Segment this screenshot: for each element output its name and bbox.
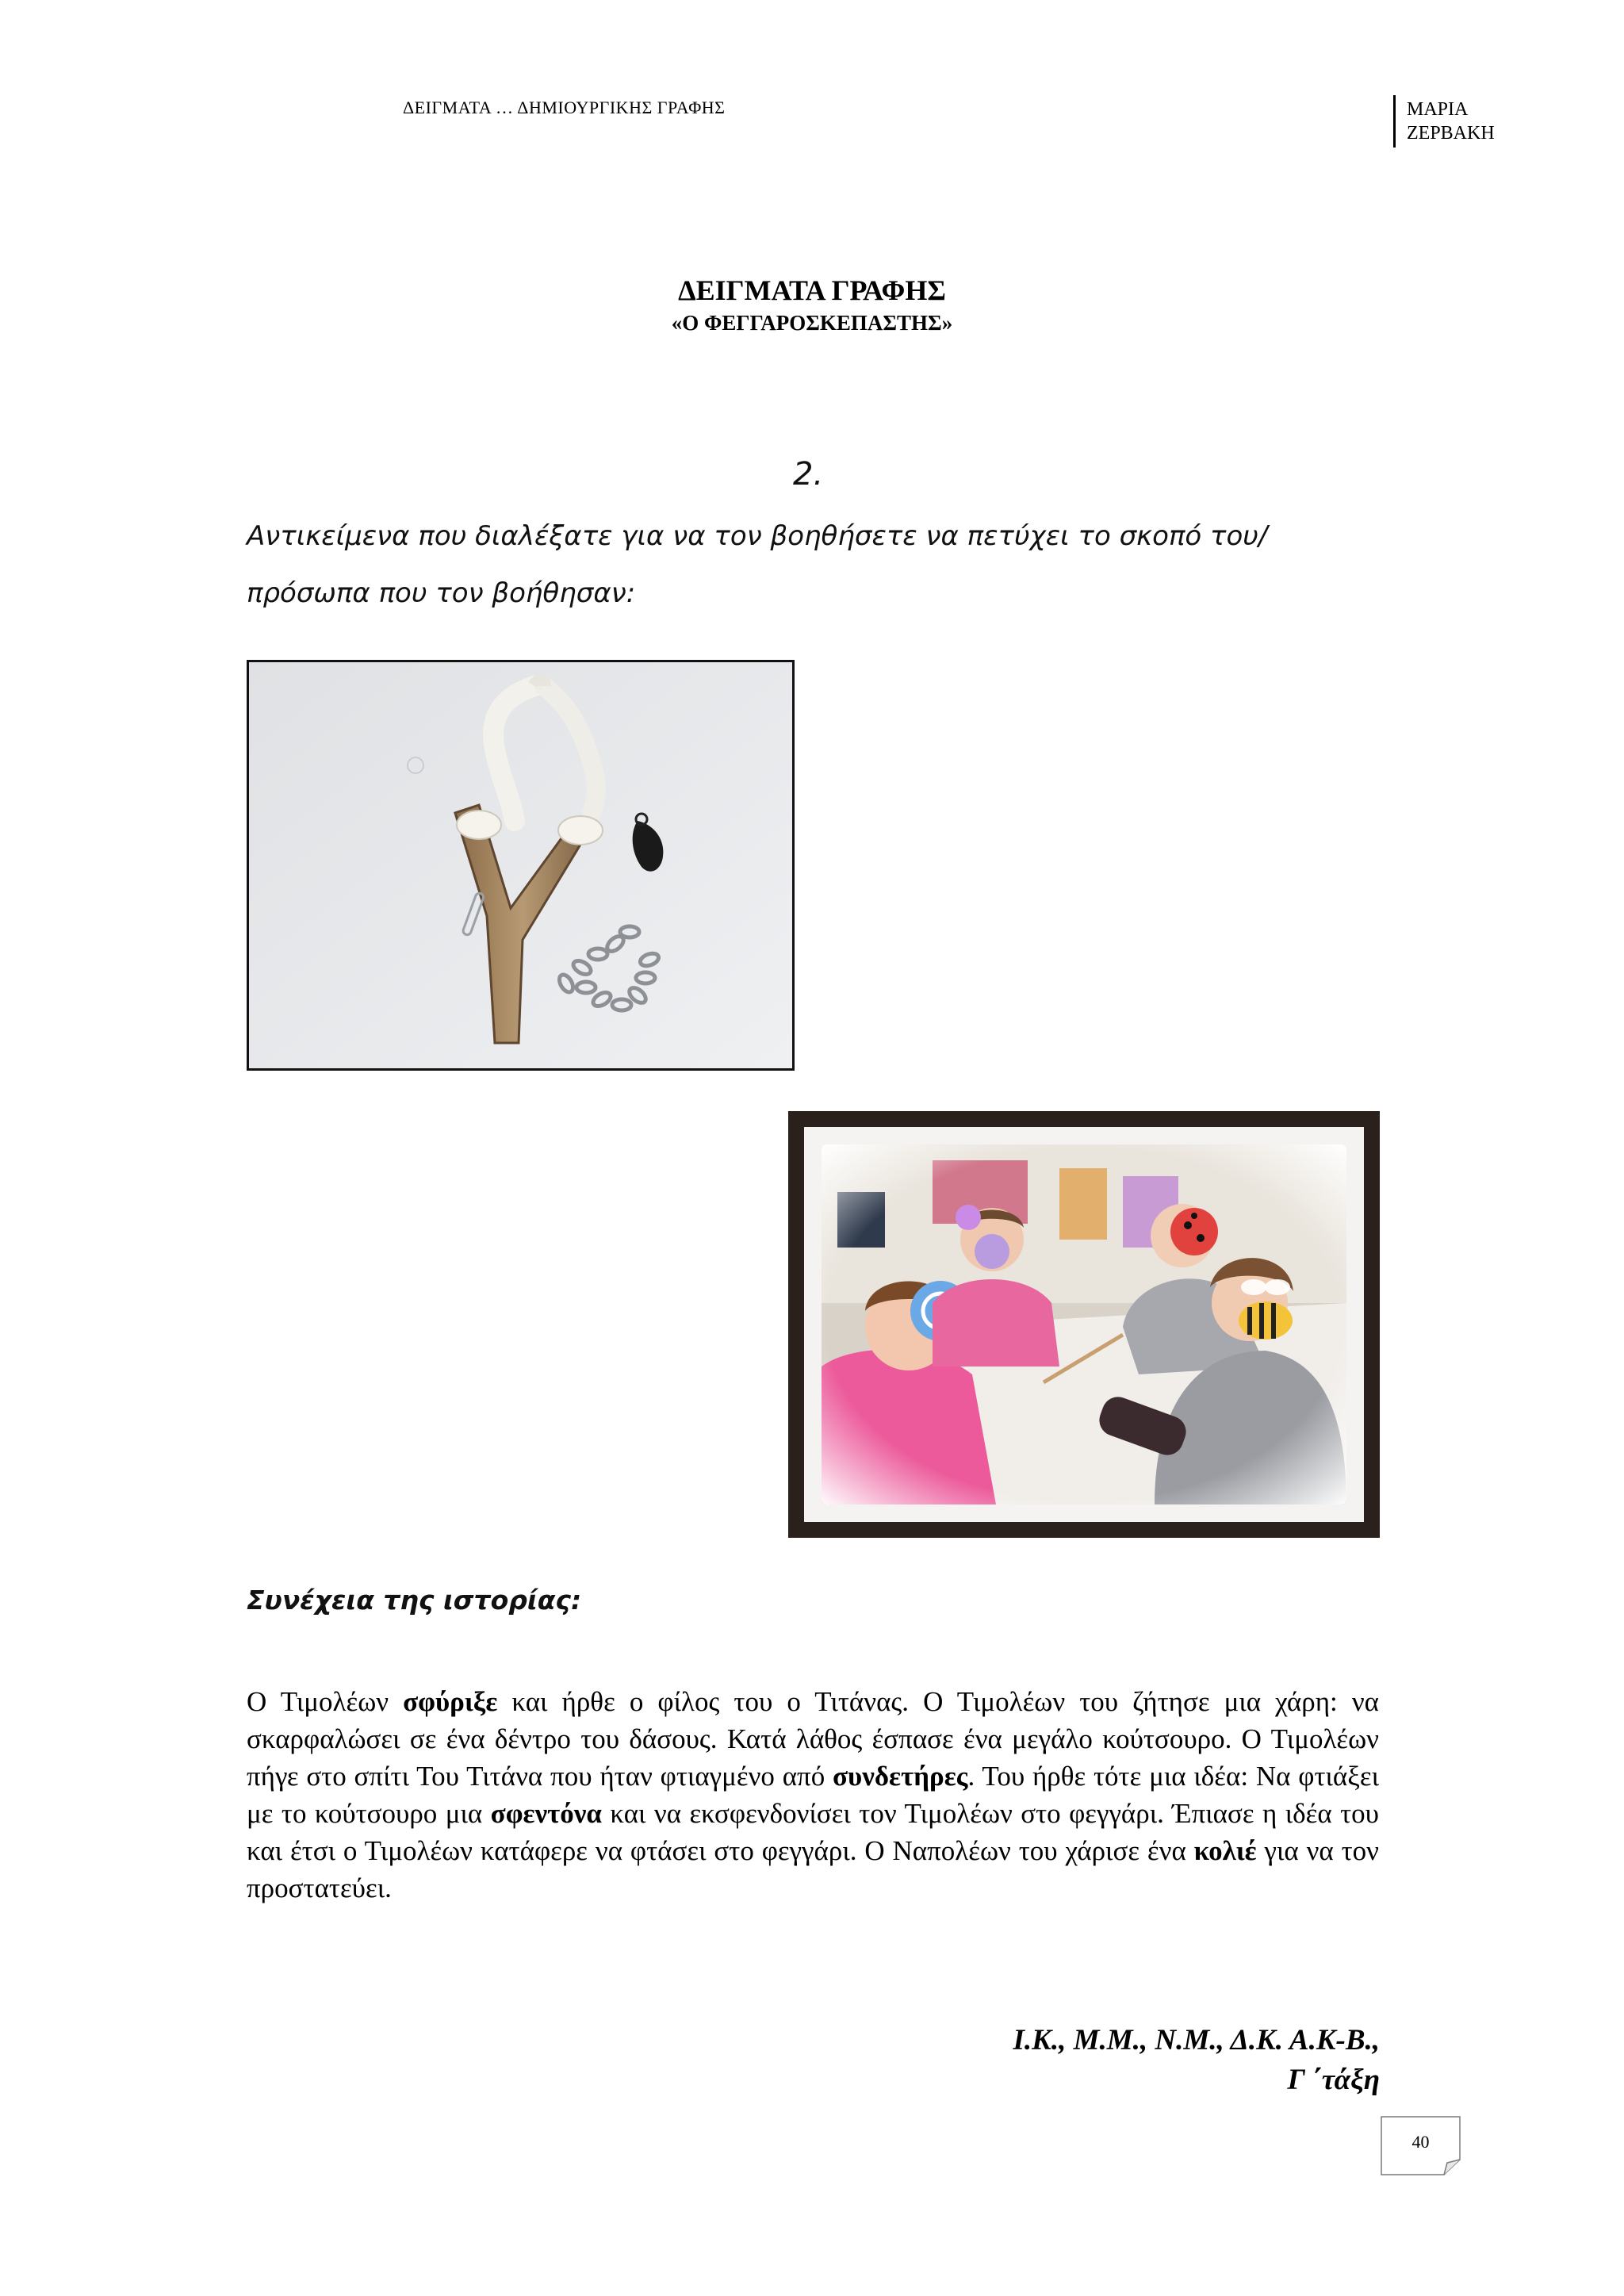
slingshot-whistle-chain-image: [249, 662, 792, 1068]
running-header-author: [1407, 98, 1495, 145]
page-subtitle: «Ο ΦΕΓΓΑΡΟΣΚΕΠΑΣΤΗΣ»: [671, 311, 953, 335]
story-text: Ο Τιμολέων: [247, 1686, 404, 1717]
authors-initials: Ι.Κ., Μ.Μ., Ν.Μ., Δ.Κ. Α.Κ-Β.,: [1013, 2024, 1380, 2056]
story-paragraph: [247, 1683, 1379, 1907]
story-text: για να τον προστατεύει.: [247, 1835, 1380, 1903]
story-keyword: σφεντόνα: [490, 1798, 602, 1829]
prompt-line: πρόσωπα που τον βοήθησαν:: [247, 577, 636, 609]
class-grade: Γ ΄τάξη: [1287, 2064, 1380, 2096]
children-photo: [822, 1144, 1346, 1504]
children-photo-frame: [788, 1111, 1380, 1538]
story-continuation-heading: Συνέχεια της ιστορίας:: [247, 1585, 582, 1616]
author-last-name: ΖΕΡΒΑΚΗ: [1407, 123, 1495, 144]
section-prompt: [247, 508, 1404, 622]
photo-mat: [804, 1127, 1364, 1522]
header-divider: [1393, 95, 1396, 148]
story-keyword: συνδετήρες: [833, 1761, 968, 1792]
author-first-name: ΜΑΡΙΑ: [1407, 99, 1469, 120]
children-at-table-image: [822, 1144, 1346, 1504]
story-text: και ήρθε ο φίλος του ο Τιτάνας. Ο Τιμολέων του ζήτησε μια χάρη: να σκαρφαλώσει σε ένα δέντρο του δάσους. Κατά λάθος έσπασε ένα μεγάλο κούτσουρο. Ο Τιμολέων πήγε στο σπίτι Του Τιτάνα που ήταν φτιαγμένο από: [247, 1686, 1379, 1792]
story-text: και να εκσφενδονίσει τον Τιμολέων στο φεγγάρι. Έπιασε η ιδέα του και έτσι ο Τιμολέων κατάφερε να φτάσει στο φεγγάρι. Ο Ναπολέων του χάρισε ένα: [247, 1798, 1379, 1866]
section-number: 2.: [793, 456, 824, 493]
page-number: 40: [1411, 2132, 1430, 2152]
story-text: . Του ήρθε τότε μια ιδέα: Να φτιάξει με το κούτσουρο μια: [247, 1761, 1379, 1829]
story-keyword: σφύριξε: [403, 1686, 498, 1717]
running-header-title: ΔΕΙΓΜΑΤΑ … ΔΗΜΙΟΥΡΓΙΚΗΣ ΓΡΑΦΗΣ: [403, 98, 726, 117]
objects-photo: [247, 660, 795, 1071]
page-title: ΔΕΙΓΜΑΤΑ ΓΡΑΦΗΣ: [678, 274, 946, 306]
authors-signature: [1013, 2021, 1380, 2100]
story-keyword: κολιέ: [1193, 1835, 1257, 1866]
prompt-line: Αντικείμενα που διαλέξατε για να τον βοηθήσετε να πετύχει το σκοπό του/: [247, 520, 1268, 552]
